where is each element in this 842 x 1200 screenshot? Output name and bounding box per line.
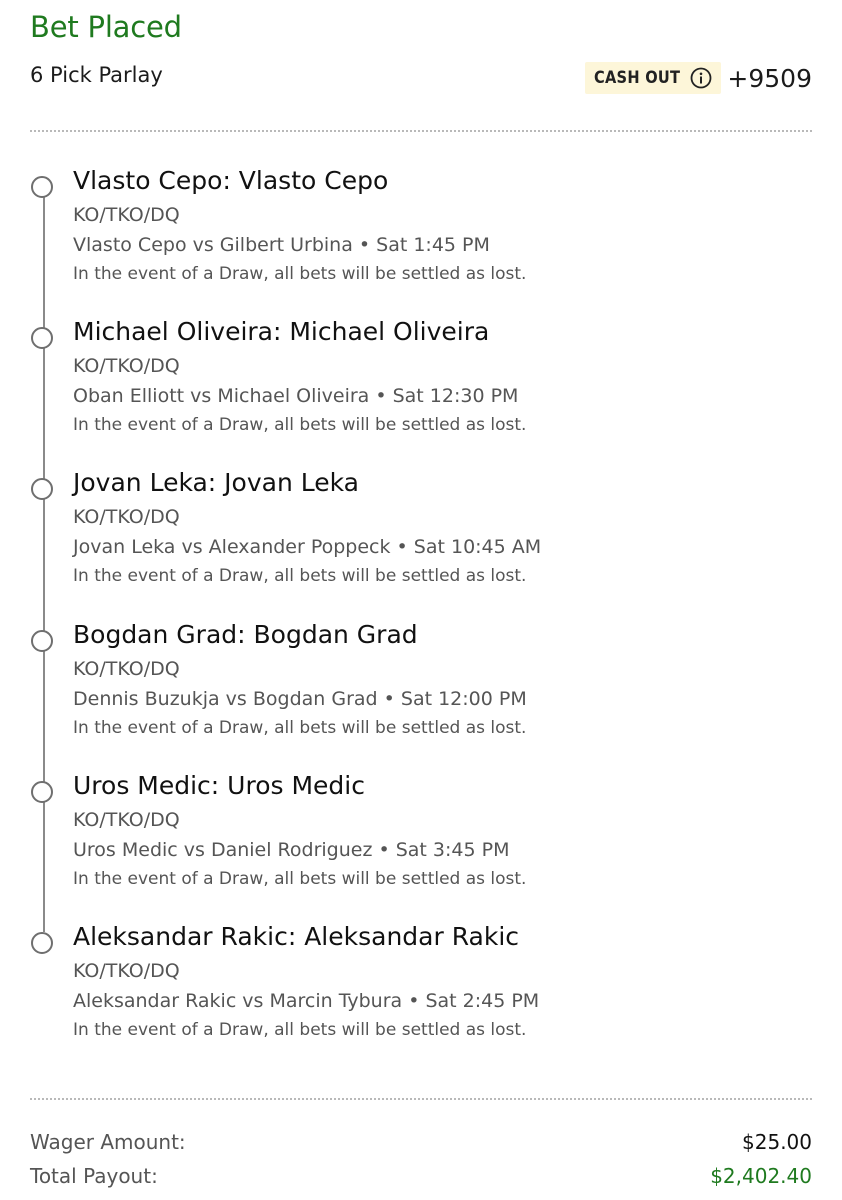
leg-selection: Aleksandar Rakic: Aleksandar Rakic — [73, 922, 520, 951]
parlay-leg — [0, 618, 842, 768]
leg-note: In the event of a Draw, all bets will be settled as lost. — [73, 1020, 527, 1040]
leg-note: In the event of a Draw, all bets will be settled as lost. — [73, 264, 527, 284]
leg-selection: Jovan Leka: Jovan Leka — [73, 468, 359, 497]
parlay-odds: +9509 — [727, 63, 812, 93]
leg-selection: Bogdan Grad: Bogdan Grad — [73, 620, 418, 649]
leg-event: Aleksandar Rakic vs Marcin Tybura • Sat 2:45 PM — [73, 990, 540, 1012]
parlay-leg — [0, 164, 842, 314]
leg-note: In the event of a Draw, all bets will be settled as lost. — [73, 718, 527, 738]
parlay-label: 6 Pick Parlay — [30, 63, 163, 87]
summary-divider — [30, 1098, 812, 1100]
wager-row — [30, 1130, 812, 1154]
payout-value: $2,402.40 — [710, 1164, 812, 1188]
leg-market: KO/TKO/DQ — [73, 204, 180, 226]
leg-selection: Vlasto Cepo: Vlasto Cepo — [73, 166, 389, 195]
cash-out-button[interactable] — [585, 62, 721, 94]
info-icon[interactable] — [690, 67, 712, 89]
leg-market: KO/TKO/DQ — [73, 809, 180, 831]
parlay-leg — [0, 769, 842, 919]
payout-label: Total Payout: — [30, 1164, 158, 1188]
leg-event: Oban Elliott vs Michael Oliveira • Sat 12:30 PM — [73, 385, 519, 407]
payout-row — [30, 1164, 812, 1188]
leg-selection: Michael Oliveira: Michael Oliveira — [73, 317, 490, 346]
circle-icon — [31, 176, 53, 198]
leg-market: KO/TKO/DQ — [73, 506, 180, 528]
circle-icon — [31, 781, 53, 803]
leg-note: In the event of a Draw, all bets will be settled as lost. — [73, 415, 527, 435]
leg-note: In the event of a Draw, all bets will be settled as lost. — [73, 566, 527, 586]
cashout-area — [585, 62, 812, 94]
leg-event: Dennis Buzukja vs Bogdan Grad • Sat 12:00 PM — [73, 688, 527, 710]
bet-status-title: Bet Placed — [30, 10, 182, 44]
leg-market: KO/TKO/DQ — [73, 960, 180, 982]
wager-label: Wager Amount: — [30, 1130, 186, 1154]
leg-selection: Uros Medic: Uros Medic — [73, 771, 365, 800]
parlay-leg — [0, 466, 842, 616]
wager-value: $25.00 — [742, 1130, 812, 1154]
leg-event: Vlasto Cepo vs Gilbert Urbina • Sat 1:45 PM — [73, 234, 490, 256]
leg-event: Jovan Leka vs Alexander Poppeck • Sat 10:45 AM — [73, 536, 542, 558]
parlay-leg — [0, 920, 842, 1070]
header-divider — [30, 130, 812, 132]
leg-note: In the event of a Draw, all bets will be settled as lost. — [73, 869, 527, 889]
circle-icon — [31, 932, 53, 954]
circle-icon — [31, 478, 53, 500]
leg-market: KO/TKO/DQ — [73, 355, 180, 377]
leg-event: Uros Medic vs Daniel Rodriguez • Sat 3:45 PM — [73, 839, 510, 861]
leg-market: KO/TKO/DQ — [73, 658, 180, 680]
parlay-leg — [0, 315, 842, 465]
cash-out-label: CASH OUT — [594, 68, 681, 88]
circle-icon — [31, 630, 53, 652]
circle-icon — [31, 327, 53, 349]
